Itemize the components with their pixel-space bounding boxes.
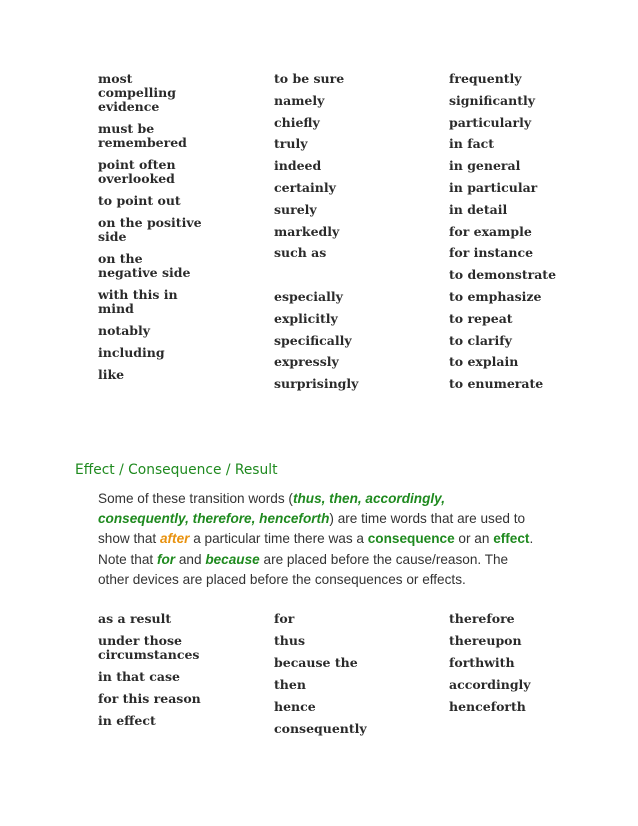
list-item: indeed bbox=[274, 158, 322, 174]
list-item: accordingly bbox=[449, 677, 531, 692]
keyword-because: because bbox=[205, 552, 260, 567]
list-item: henceforth bbox=[449, 699, 526, 714]
keyword-consequence: consequence bbox=[367, 531, 455, 546]
list-item: chiefly bbox=[274, 114, 320, 130]
list-item: for instance bbox=[449, 245, 534, 261]
list-item: for this reason bbox=[98, 691, 201, 706]
list-item: in fact bbox=[449, 136, 495, 152]
list-item: surely bbox=[274, 201, 317, 217]
list-item: on the positive side bbox=[98, 215, 202, 244]
list-item: like bbox=[98, 367, 125, 382]
list-item: as a result bbox=[98, 611, 172, 626]
text: are placed before the cause/reason. The other devices are placed before the consequences or effects. bbox=[98, 552, 509, 587]
keyword-effect: effect bbox=[493, 531, 530, 546]
list-item: thus bbox=[274, 633, 305, 648]
section-heading: Effect / Consequence / Result bbox=[75, 462, 278, 478]
result-column-2 bbox=[274, 612, 367, 744]
list-item: namely bbox=[274, 92, 325, 108]
list-item: expressly bbox=[274, 354, 339, 370]
text: a particular time there was a bbox=[189, 531, 368, 546]
emphasis-column-3 bbox=[449, 72, 556, 399]
list-item: to be sure bbox=[274, 71, 345, 86]
text: Some of these transition words ( bbox=[98, 491, 293, 506]
list-item: in effect bbox=[98, 713, 156, 728]
list-item: specifically bbox=[274, 332, 352, 348]
list-item: truly bbox=[274, 136, 308, 152]
emphasis-column-1 bbox=[98, 72, 248, 382]
list-item: to demonstrate bbox=[449, 267, 557, 283]
list-item: markedly bbox=[274, 223, 340, 239]
list-item: on the negative side bbox=[98, 251, 191, 280]
list-item: certainly bbox=[274, 179, 336, 195]
text: ) are time words that are used to show that bbox=[98, 511, 526, 546]
paragraph-transition-words bbox=[98, 489, 538, 549]
list-item: consequently bbox=[274, 721, 367, 736]
result-column-3 bbox=[449, 612, 531, 722]
list-item: for bbox=[274, 611, 295, 626]
list-item: in general bbox=[449, 158, 521, 174]
text: and bbox=[175, 552, 206, 567]
list-item: with this in mind bbox=[98, 287, 178, 316]
list-item: particularly bbox=[449, 114, 532, 130]
list-item: forthwith bbox=[449, 655, 515, 670]
keyword-for: for bbox=[156, 552, 176, 567]
list-item: to emphasize bbox=[449, 288, 542, 304]
list-item: point often overlooked bbox=[98, 157, 176, 186]
keyword-after: after bbox=[159, 531, 190, 546]
list-item: especially bbox=[274, 288, 343, 304]
list-item: must be remembered bbox=[98, 121, 187, 150]
list-item: to explain bbox=[449, 354, 519, 370]
text: Note that bbox=[98, 552, 157, 567]
keyword: thus, then, accordingly, consequently, therefore, henceforth bbox=[98, 491, 446, 526]
list-item: then bbox=[274, 677, 306, 692]
list-item: notably bbox=[98, 323, 151, 338]
list-item: to clarify bbox=[449, 332, 512, 348]
list-item: frequently bbox=[449, 71, 522, 86]
list-item: to enumerate bbox=[449, 376, 544, 392]
list-item: including bbox=[98, 345, 165, 360]
list-item: because the bbox=[274, 655, 358, 670]
list-item: for example bbox=[449, 223, 532, 239]
list-item: most compelling evidence bbox=[98, 71, 176, 114]
list-item: significantly bbox=[449, 92, 536, 108]
text: or an bbox=[454, 531, 494, 546]
emphasis-column-2 bbox=[274, 72, 358, 399]
list-item: in that case bbox=[98, 669, 180, 684]
list-item: explicitly bbox=[274, 310, 338, 326]
list-item: in particular bbox=[449, 179, 538, 195]
list-item: surprisingly bbox=[274, 376, 359, 392]
list-item: under those circumstances bbox=[98, 633, 200, 662]
list-item: hence bbox=[274, 699, 316, 714]
text: . bbox=[529, 531, 534, 546]
list-item: in detail bbox=[449, 201, 508, 217]
result-column-1 bbox=[98, 612, 213, 736]
list-item: thereupon bbox=[449, 633, 522, 648]
list-item: such as bbox=[274, 245, 327, 261]
paragraph-placement-note bbox=[98, 550, 538, 590]
list-item: to repeat bbox=[449, 310, 513, 326]
list-item: to point out bbox=[98, 193, 181, 208]
list-spacer bbox=[274, 268, 358, 282]
list-item: therefore bbox=[449, 611, 515, 626]
